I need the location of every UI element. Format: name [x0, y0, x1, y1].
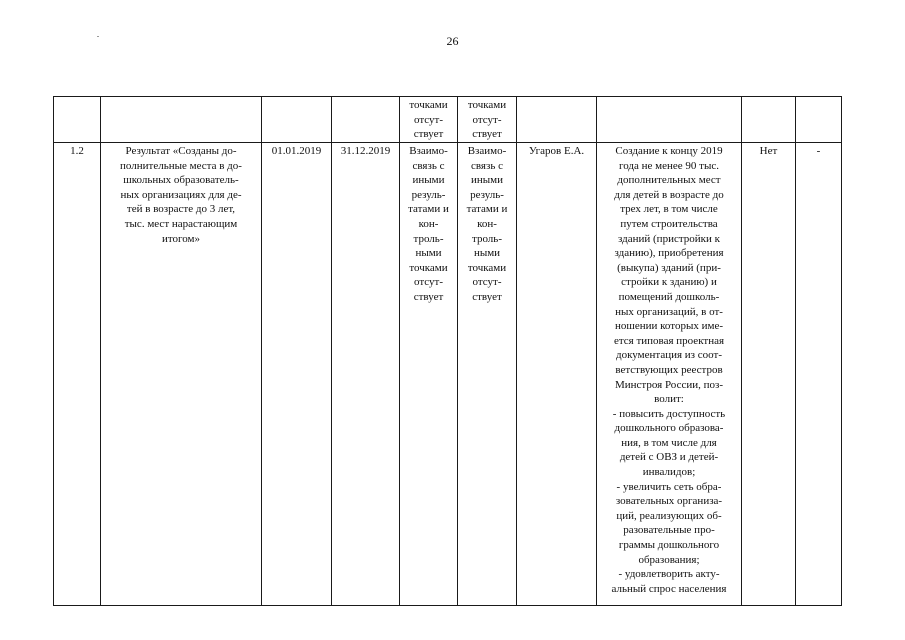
table-row-continuation: [54, 97, 842, 143]
page-number: 26: [446, 34, 459, 48]
responsible-cell: Угаров Е.А.: [517, 143, 597, 606]
cell-note: [796, 97, 842, 143]
note-cell: -: [796, 143, 842, 606]
cell-result: [101, 97, 262, 143]
cell-responsible: [517, 97, 597, 143]
result-cell: Результат «Созданы до- полнительные места в до- школьных образователь- ных организациях для де- тей в возрасте до 3 лет, тыс. мест нарастающим итогом»: [101, 143, 262, 606]
cell-flag: [742, 97, 796, 143]
cell-end-date: [332, 97, 400, 143]
relation-2-cell: Взаимо- связь с иными резуль- татами и кон- троль- ными точками отсут- ствует: [458, 143, 517, 606]
plan-table: [53, 96, 842, 606]
end-date: 31.12.2019: [332, 143, 400, 606]
description-cell: Создание к концу 2019 года не менее 90 тыс. дополнительных мест для детей в возрасте до трех лет, в том числе путем строительства зданий (пристройки к зданию), приобретения (выкупа) зданий (при- стройки к зданию) и помещений дошколь- ных организаций, в от- ношении которых име- ется типовая проектная документация из соот- ветствующих реестров Минстроя России, поз- волит: - повысить доступность дошкольного образова- ния, в том числе для детей с ОВЗ и детей- инвалидов; - увеличить сеть обра- зовательных организа- ций, реализующих об- разовательные про- граммы дошкольного образования; - удовлетворить акту- альный спрос населения: [597, 143, 742, 606]
cell-start-date: [262, 97, 332, 143]
row-number: 1.2: [54, 143, 101, 606]
relation-1-cell: Взаимо- связь с иными резуль- татами и кон- троль- ными точками отсут- ствует: [400, 143, 458, 606]
table-row-1-2: [54, 143, 842, 606]
start-date: 01.01.2019: [262, 143, 332, 606]
cell-relation-2: точками отсут- ствует: [458, 97, 517, 143]
cell-relation-1: точками отсут- ствует: [400, 97, 458, 143]
flag-cell: Нет: [742, 143, 796, 606]
cell-description: [597, 97, 742, 143]
cell-number: [54, 97, 101, 143]
